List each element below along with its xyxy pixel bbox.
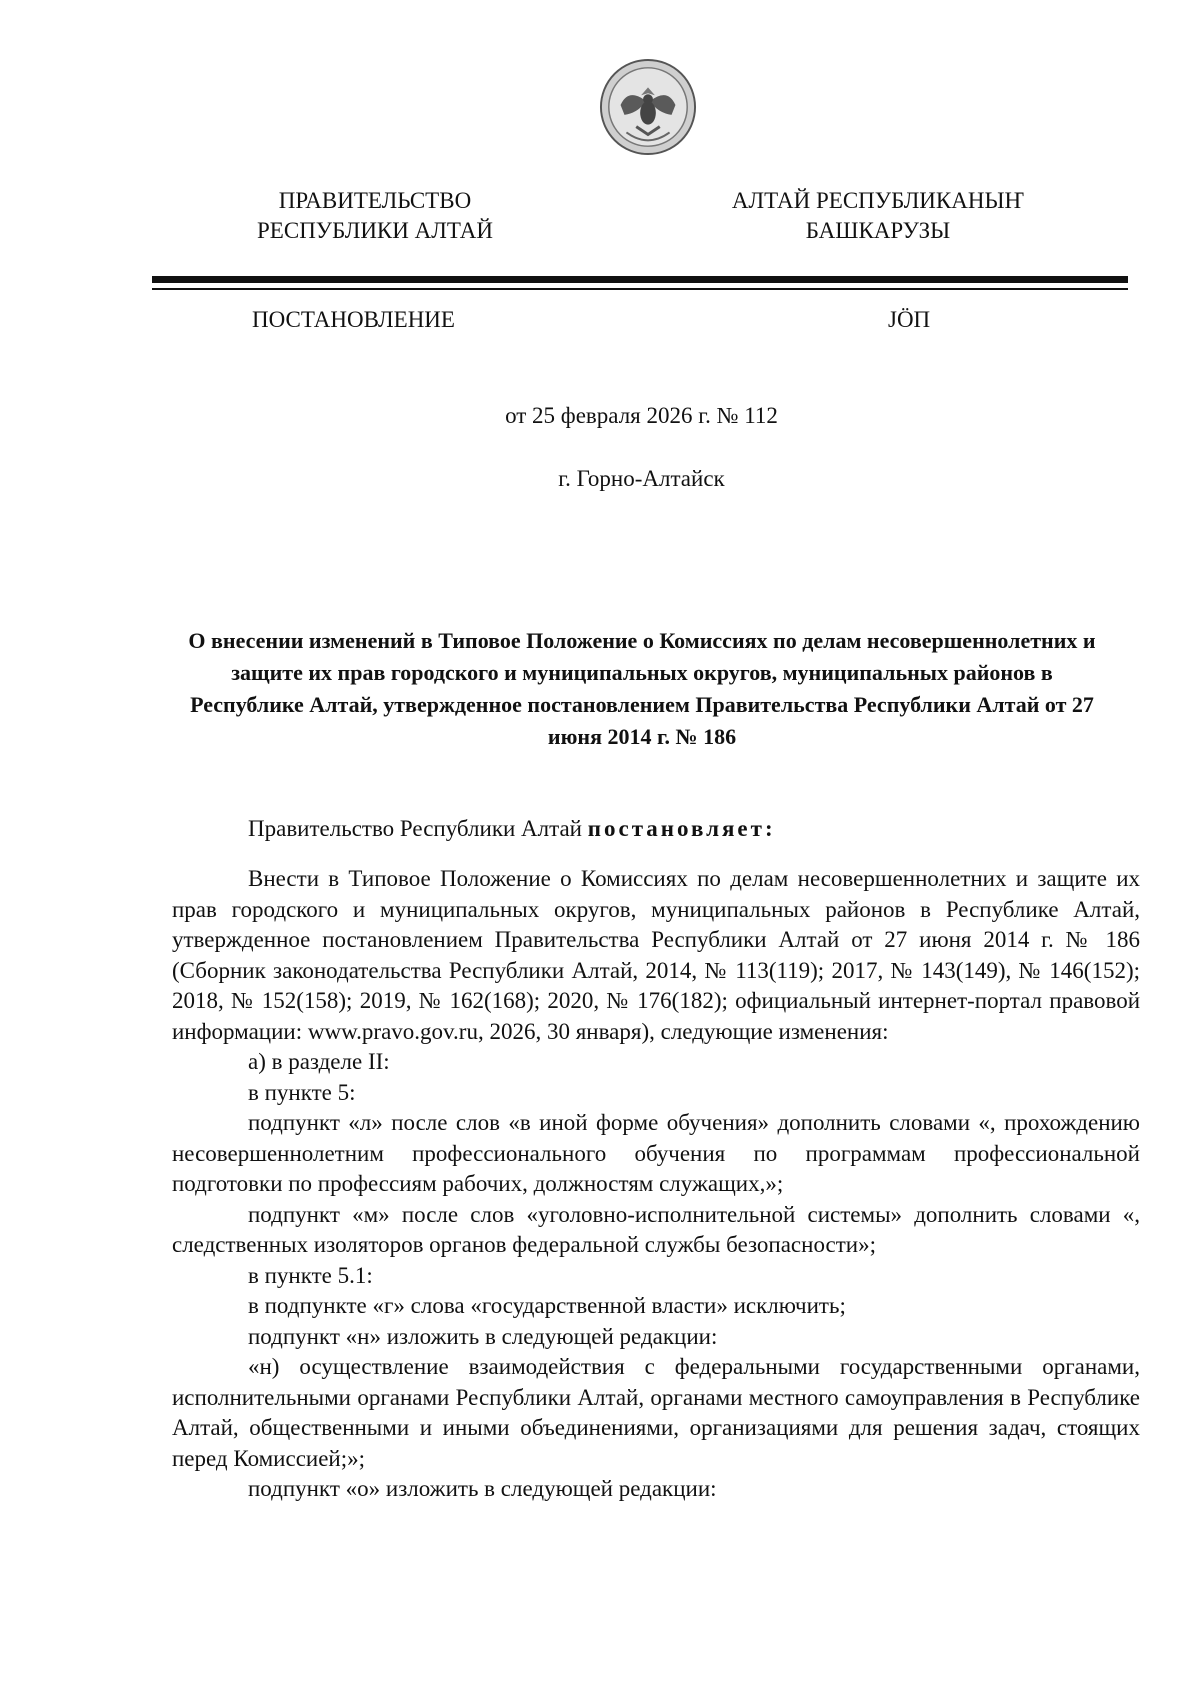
header-left-line1: ПРАВИТЕЛЬСТВО bbox=[278, 188, 472, 213]
intro-bold: постановляет: bbox=[587, 816, 776, 841]
paragraph: в пункте 5.1: bbox=[248, 1262, 373, 1288]
paragraph: подпункт «о» изложить в следующей редакции: bbox=[248, 1476, 717, 1501]
paragraph: подпункт «л» после слов «в иной форме обучения» дополнить словами «, прохождению несовершеннолетним профессионального обучения по программам профессиональной подготовки по профессиям рабочих, должностям служащих,»; bbox=[172, 1110, 1140, 1196]
paragraph: Внести в Типовое Положение о Комиссиях по делам несовершеннолетних и защите их прав городского и муниципальных округов, муниципальных районов в Республике Алтай, утвержденное постановлением Правительства Республики Алтай от 27 июня 2014 г. № 186 (Сборник законодательства Республики Алтай, 2014, № 113(119); 2017, № 143(149), № 146(152); 2018, № 152(158); 2019, № 162(168); 2020, № 176(182); официальный интернет-портал правовой информации: www.pravo.gov.ru, 2026, 30 января), следующие изменения: bbox=[172, 866, 1140, 1044]
paragraph: а) в разделе II: bbox=[248, 1049, 390, 1074]
header-right-line1: АЛТАЙ РЕСПУБЛИКАНЫҤ bbox=[731, 188, 1025, 213]
header-left-line2: РЕСПУБЛИКИ АЛТАЙ bbox=[257, 218, 493, 243]
header-divider-thick bbox=[152, 276, 1128, 283]
header-right bbox=[728, 186, 1028, 246]
header-divider-thin bbox=[152, 288, 1128, 290]
republic-altai-emblem-icon bbox=[599, 58, 697, 156]
header-right-line2: БАШКАРУЗЫ bbox=[805, 218, 951, 243]
intro-line bbox=[248, 814, 776, 844]
paragraph: в подпункте «г» слова «государственной власти» исключить; bbox=[248, 1293, 846, 1318]
paragraph: в пункте 5: bbox=[248, 1079, 356, 1105]
header-left bbox=[240, 186, 510, 246]
doc-type-ru: ПОСТАНОВЛЕНИЕ bbox=[252, 307, 455, 332]
document-title: О внесении изменений в Типовое Положение о Комиссиях по делам несовершеннолетних и защите их прав городского и муниципальных округов, муниципальных районов в Республике Алтай, утвержденное постановлением Правительства Республики Алтай от 27 июня 2014 г. № 186 bbox=[188, 628, 1096, 749]
doc-type-alt: ЈÖП bbox=[888, 307, 931, 332]
document-body bbox=[172, 864, 1140, 1505]
paragraph: подпункт «н» изложить в следующей редакции: bbox=[248, 1323, 718, 1349]
paragraph: подпункт «м» после слов «уголовно-исполнительной системы» дополнить словами «, следственных изоляторов органов федеральной службы безопасности»; bbox=[172, 1201, 1140, 1257]
paragraph: «н) осуществление взаимодействия с федеральными государственными органами, исполнительными органами Республики Алтай, органами местного самоуправления в Республике Алтай, общественными и иными объединениями, организациями для решения задач, стоящих перед Комиссией;»; bbox=[172, 1354, 1140, 1471]
intro-text: Правительство Республики Алтай bbox=[248, 816, 588, 841]
city-line: г. Горно-Алтайск bbox=[558, 466, 725, 491]
date-line: от 25 февраля 2026 г. № 112 bbox=[505, 403, 778, 428]
